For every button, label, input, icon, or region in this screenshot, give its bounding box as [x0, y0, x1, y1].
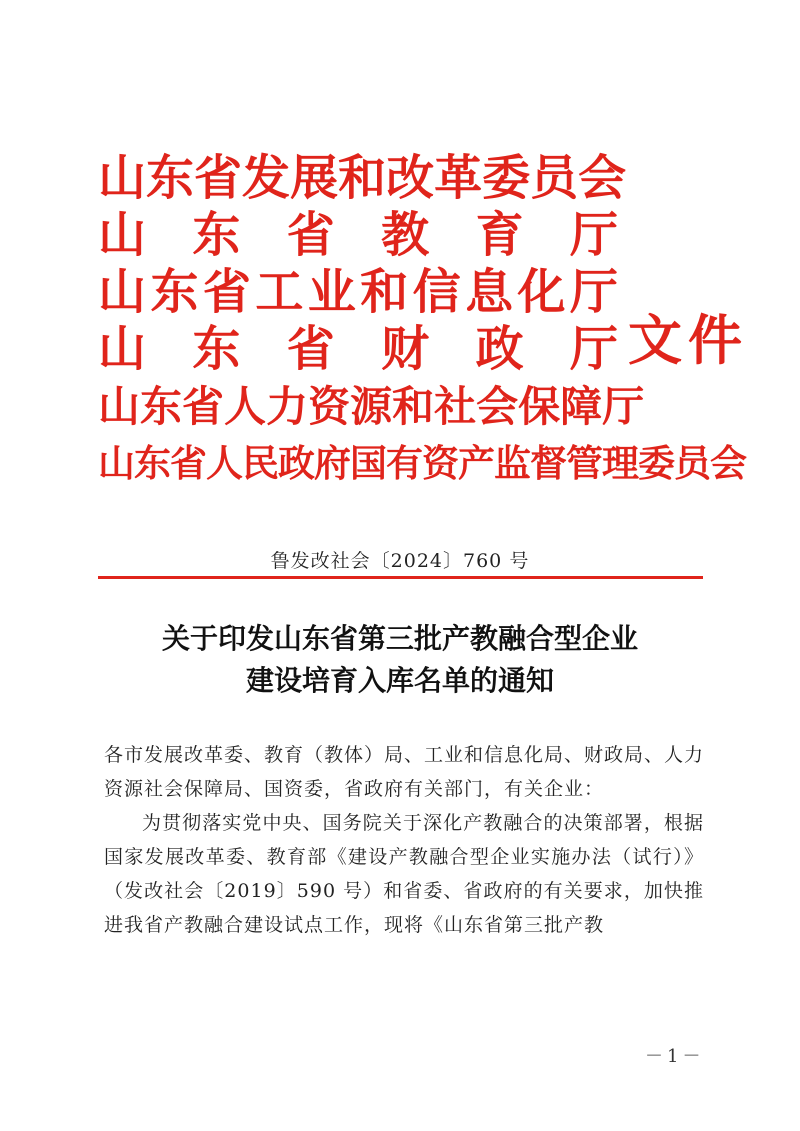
agency-char: 省	[286, 321, 335, 377]
agency-char: 发	[242, 150, 291, 206]
agency-char: 东	[150, 264, 199, 320]
agency-char: 人	[224, 382, 267, 431]
agency-char: 府	[314, 442, 350, 485]
agency-char: 和	[338, 150, 387, 206]
agency-char: 保	[518, 382, 561, 431]
addressees: 各市发展改革委、教育（教体）局、工业和信息化局、财政局、人力资源社会保障局、国资委，省政府有关部门，有关企业：	[104, 744, 705, 800]
agency-char: 改	[386, 150, 435, 206]
agency-char: 力	[266, 382, 309, 431]
agency-char: 会	[578, 150, 627, 206]
agency-char: 省	[170, 442, 206, 485]
document-body	[104, 738, 704, 942]
red-divider	[98, 576, 703, 579]
agency-char: 民	[242, 442, 278, 485]
agency-char: 会	[476, 382, 519, 431]
agency-line-5	[98, 378, 645, 435]
title-line-1: 关于印发山东省第三批产教融合型企业	[161, 622, 638, 655]
agency-char: 督	[530, 442, 566, 485]
agency-line-1	[98, 150, 627, 207]
agency-char: 育	[475, 207, 524, 263]
agency-char: 管	[566, 442, 602, 485]
agency-char: 化	[517, 264, 566, 320]
agency-char: 山	[98, 207, 147, 263]
document-number: 鲁发改社会〔2024〕760 号	[270, 550, 530, 572]
agency-char: 省	[202, 264, 251, 320]
agency-char: 源	[350, 382, 393, 431]
agency-char: 员	[674, 442, 710, 485]
agency-char: 和	[360, 264, 409, 320]
agency-line-4	[98, 321, 618, 378]
agency-char: 政	[475, 321, 524, 377]
agency-char: 厅	[602, 382, 645, 431]
agency-char: 东	[146, 150, 195, 206]
document-title	[0, 618, 800, 702]
agency-char: 信	[412, 264, 461, 320]
agency-char: 员	[530, 150, 579, 206]
agency-char: 社	[434, 382, 477, 431]
agency-char: 委	[638, 442, 674, 485]
body-paragraph-1: 为贯彻落实党中央、国务院关于深化产教融合的决策部署，根据国家发展改革委、教育部《建设产教融合型企业实施办法（试行）》（发改社会〔2019〕590 号）和省委、省政府的有关要求，加快推进我省产教融合建设试点工作，现将《山东省第三批产教	[104, 812, 704, 936]
agency-char: 政	[278, 442, 314, 485]
agency-char: 山	[98, 264, 147, 320]
agency-char: 教	[381, 207, 430, 263]
agency-char: 委	[482, 150, 531, 206]
agency-line-3	[98, 264, 618, 321]
agency-char: 东	[134, 442, 170, 485]
agency-char: 国	[350, 442, 386, 485]
agency-char: 展	[290, 150, 339, 206]
agency-char: 资	[422, 442, 458, 485]
agency-char: 监	[494, 442, 530, 485]
agency-char: 资	[308, 382, 351, 431]
agency-char: 省	[182, 382, 225, 431]
agency-char: 东	[140, 382, 183, 431]
agency-char: 革	[434, 150, 483, 206]
agency-char: 厅	[569, 207, 618, 263]
agency-char: 产	[458, 442, 494, 485]
title-line-2: 建设培育入库名单的通知	[245, 664, 554, 697]
agency-char: 山	[98, 382, 141, 431]
document-suffix: 文件	[628, 309, 748, 372]
agency-char: 东	[192, 321, 241, 377]
agency-char: 山	[98, 321, 147, 377]
agency-char: 和	[392, 382, 435, 431]
agency-line-2	[98, 207, 618, 264]
agency-char: 厅	[569, 321, 618, 377]
agency-char: 工	[255, 264, 304, 320]
agency-line-6	[98, 435, 746, 492]
agency-char: 会	[710, 442, 746, 485]
agency-char: 障	[560, 382, 603, 431]
agency-char: 业	[307, 264, 356, 320]
agency-char: 厅	[569, 264, 618, 320]
agency-char: 理	[602, 442, 638, 485]
agency-char: 财	[381, 321, 430, 377]
agency-char: 山	[98, 442, 134, 485]
agency-char: 人	[206, 442, 242, 485]
agency-char: 有	[386, 442, 422, 485]
agency-char: 东	[192, 207, 241, 263]
agency-char: 省	[194, 150, 243, 206]
page-number: －1－	[645, 1046, 705, 1067]
agency-char: 省	[286, 207, 335, 263]
agency-char: 息	[465, 264, 514, 320]
agency-char: 山	[98, 150, 147, 206]
